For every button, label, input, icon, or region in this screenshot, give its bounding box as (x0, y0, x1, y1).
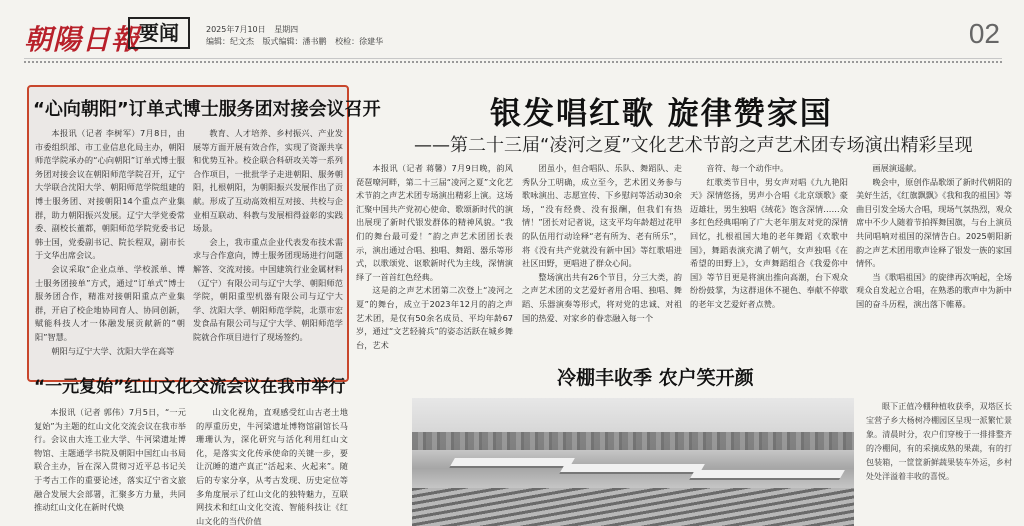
photo-caption (866, 400, 1012, 484)
crop-field (412, 488, 854, 526)
article-column (34, 406, 186, 526)
proofreader-credit: 校检：徐建华 (335, 37, 384, 46)
paragraph: 朝阳与辽宁大学、沈阳大学在高等 (51, 345, 175, 356)
paragraph: 眼下正值冷棚种植收获季，双塔区长宝营子乡大杨树冷棚园区呈现一派繁忙景象。清晨时分，农户们穿梭于一排排整齐的冷棚间，有的采摘成熟的果蔬，有的打包装箱，一筐筐新鲜蔬果装车外运，乡村处处洋溢着丰收的喜悦。 (866, 402, 1012, 481)
article-column (35, 127, 185, 379)
greenhouse-shed (689, 470, 845, 480)
paragraph: 会上，我市重点企业代表发布技术需求与合作意向，博士服务团现场进行问题解答、交流对接。中国建筑行业金属材料（辽宁）有限公司与辽宁大学、朝阳师范学院，朝阳重型机器有限公司与辽宁大学、沈阳大学、朝阳师范学院，北票市宏发食品有限公司与辽宁大学、朝阳师范学院就合作项目进行了现场签约。 (193, 236, 343, 342)
lead-subheadline: ——第二十三届“凌河之夏”文化艺术节韵之声艺术团专场演出精彩呈现 (414, 135, 973, 156)
article-column (690, 162, 848, 352)
masthead-dotted-divider (24, 61, 1002, 63)
photo-headline: 冷棚丰收季 农户笑开颜 (557, 367, 754, 389)
paragraph: 山文化视角，直观感受红山古老土地的厚重历史，牛河梁遗址博物馆副馆长马珊珊认为，深化研究与活化利用红山文化，是落实文化传承使命的关键一步，要让沉睡的遗产真正“活起来、火起来”。随后的专家分享，从考古发现、历史定位等多角度展示了红山文化的独特魅力，互联网技术和红山文化交流、智能科技让《红山文化的当代价值 (196, 407, 348, 526)
issue-weekday: 星期四 (274, 25, 299, 34)
paragraph: 本报讯（记者 郭伟）7月5日，“一元复始”为主题的红山文化交流会议在我市举行。会议由大连工业大学、牛河梁遗址博物馆、主题通学书院及朝阳中国红山书局联合主办，旨在深入贯彻习近平总书记关于考古工作的重要论述，落实辽宁省文旅融合发展大会部署，汇聚多方力量，共同推动红山文化在新时代焕 (34, 407, 186, 513)
greenhouse-aerial-photo (412, 398, 854, 526)
paragraph: 画展演遥献。 (872, 163, 922, 173)
paragraph: 当《歌唱祖国》的旋律再次响起，全场观众自发起立合唱，在熟悉的歌声中为新中国的奋斗历程，演出落下帷幕。 (856, 271, 1012, 309)
lead-headline: 银发唱红歌 旋律赞家国 (490, 96, 833, 132)
paragraph: 整场演出共有26个节目，分三大类，韵之声艺术团的文艺爱好者用合唱、独唱、舞蹈、乐器演奏等形式，将对党的忠诚、对祖国的热爱、对家乡的眷恋融入每一个 (522, 271, 682, 323)
article-headline: “一元复始”红山文化交流会议在我市举行 (34, 377, 346, 397)
greenhouse-shed (559, 464, 705, 474)
paragraph: 会议采取“企业点单、学校派单、博士服务团接单”方式，通过“订单式”博士服务团合作，精准对接朝阳重点产业集群，开启了校企地协同育人、协同创新，赋能科技人才一体融发展贡献新的“朝阳”智慧。 (35, 263, 185, 342)
greenhouse-shed (449, 458, 575, 468)
paragraph: 本报讯（记者 蒋馨）7月9日晚，韵风琵琶嘹河畔，第二十三届“凌河之夏”文化艺术节韵之声艺术团专场演出精彩上演。这场汇聚中国共产党初心使命、歌颂新时代的演出展现了新时代银发群体的精神风貌。“我们的舞台最可爱！”韵之声艺术团团长表示，演出通过合唱、独唱、舞蹈、器乐等形式，以歌颂党、讴歌新时代为主线，深情演绎了一首首红色经典。 (356, 163, 513, 282)
designer-credit: 版式编辑：潘书鹏 (262, 37, 327, 46)
issue-meta (206, 24, 304, 35)
page-number: 02 (968, 18, 1000, 49)
paragraph: 教育、人才培养、乡村振兴、产业发展等方面开展有效合作，实现了资源共享和优势互补。校企联合科研攻关等一系列合作项目，一批批学子走进朝阳、服务朝阳，扎根朝阳，为朝阳振兴发展作出了贡献。形成了互动高效相互对接、共校与企业相互联动、科教与发展相得益彰的实践场景。 (193, 128, 343, 234)
article-box-doctor-service (27, 85, 381, 382)
masthead-divider (24, 58, 1002, 59)
paragraph: 晚会中，原创作品歌颂了新时代朝阳的美好生活，《红旗飘飘》《我和我的祖国》等曲目引发全场大合唱，现场气氛热烈，观众席中不少人随着节拍挥舞国旗，与台上演员共同唱响对祖国的深情告白。2025朝阳新韵之声艺术团用歌声诠释了银发一族的家国情怀。 (856, 176, 1012, 269)
article-column (522, 162, 682, 352)
masthead (0, 0, 1024, 86)
tree-line (412, 432, 854, 450)
article-column (856, 162, 1012, 352)
article-column (196, 406, 348, 526)
newspaper-logo: 朝陽日報 (24, 23, 141, 56)
staff-meta (206, 36, 389, 47)
paragraph: 这是韵之声艺术团第二次登上“凌河之夏”的舞台，成立于2023年12月的韵之声艺术团，是仅有50余名成员、平均年龄67岁，通过“文艺轻骑兵”的姿态活跃在城乡舞台，艺术 (356, 285, 513, 350)
article-column (193, 127, 343, 379)
paragraph: 音符、每一个动作中。 (706, 163, 789, 173)
article-column (356, 162, 513, 352)
paragraph: 团虽小，但合唱队、乐队、舞蹈队、走秀队分工明确，成立至今，艺术团义务参与歌咏演出、志愿宣传、下乡慰问等活动30余场，“没有经费、没有报酬，但我们有热情！”团长对记者说，这支平均年龄超过花甲的队伍用行动诠释“老有所为、老有所乐”，将《没有共产党就没有新中国》等红歌唱进社区田野，更唱进了群众心间。 (522, 163, 682, 269)
issue-date: 2025年7月10日 (206, 25, 266, 34)
editor-credit: 编辑：纪文杰 (206, 37, 254, 46)
paragraph: 本报讯（记者 李树军）7月8日，由市委组织部、市工业信息化局主办，朝阳师范学院承办的“心向朝阳”订单式博士服务团对接会议在朝阳师范学院召开，辽宁大学联合沈阳大学、朝阳师范学院组建的博士服务团、对接朝阳14个重点产业集群，助力朝阳振兴发展。辽宁大学党委常委、副校长董都，朝阳师范学院党委书记韩士国，党委副书记、院长程双，副市长于文华出席会议。 (35, 128, 185, 261)
section-title: 要闻 (128, 17, 190, 49)
article-headline: “心向朝阳”订单式博士服务团对接会议召开 (33, 99, 381, 120)
paragraph: 红歌类节目中，男女声对唱《九九艳阳天》深情悠扬，男声小合唱《北京颂歌》豪迈雄壮，男生独唱《绒花》饱含深情……众多红色经典唱响了广大老年朋友对党的深情回忆，扎根祖国大地的老年舞蹈《欢歌中国》，舞蹈表演充满了朝气，女声独唱《在希望的田野上》，女声舞蹈组合《我爱你中国》等节目更是将演出推向高潮，台下观众纷纷鼓掌，为这群退休不褪色、奉献不停歇的老年文艺爱好者点赞。 (690, 176, 848, 309)
